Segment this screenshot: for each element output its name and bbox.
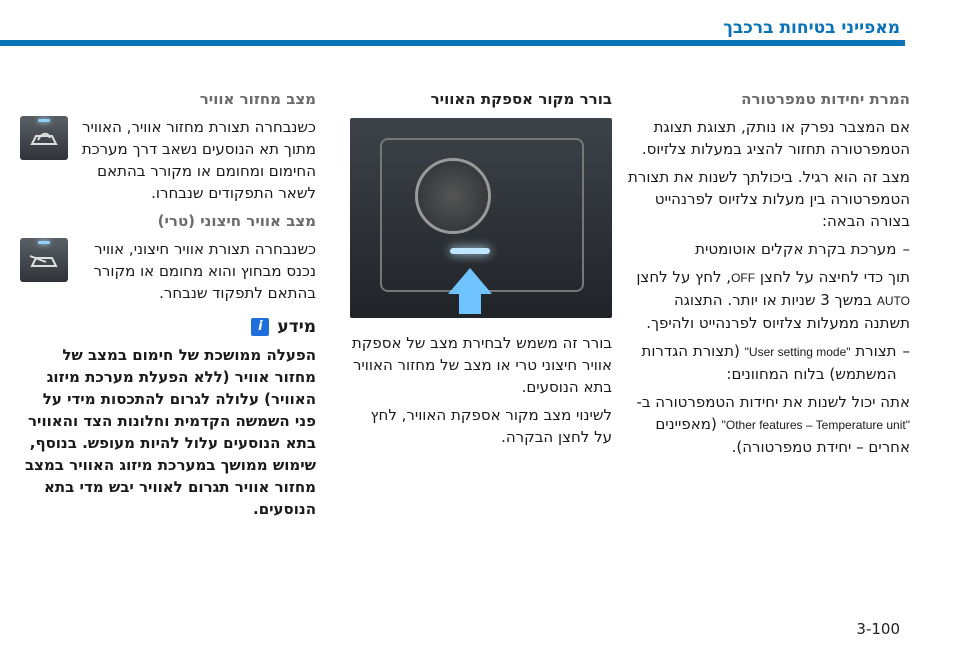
arrow-stem (459, 294, 481, 314)
recirculation-block (20, 116, 316, 210)
fresh-air-block (20, 238, 316, 310)
text: (מאפיינים אחרים – יחידת טמפרטורה). (655, 415, 910, 456)
recirculation-button-icon (20, 116, 68, 160)
paragraph: לשינוי מצב מקור אספקת האוויר, לחץ על לחצן הבקרה. (370, 406, 612, 446)
text: , לחץ על לחצן (636, 268, 732, 286)
list-item (625, 238, 910, 260)
paragraph: מצב זה הוא רגיל. ביכולתך לשנות את תצורת הטמפרטורה בין מעלות צלזיוס לפרנהייט בצורה הבאה: (628, 168, 910, 230)
text: במשך 3 שניות או יותר. התצוגה תשתנה ממעלות צלזיוס לפרנהייט ולהיפך. (646, 291, 910, 332)
bullet-text: מערכת בקרת אקלים אוטומטית (695, 240, 897, 258)
header-rule (0, 40, 905, 46)
recirculation-heading: מצב מחזור אוויר (199, 90, 316, 108)
air-intake-heading: בורר מקור אספקת האוויר (430, 90, 612, 108)
fresh-air-heading: מצב אוויר חיצוני (טרי) (157, 212, 316, 230)
info-note-text: הפעלה ממושכת של חימום במצב של מחזור אוויר (ללא הפעלת מערכת מיזוג האוויר) עלולה לגרום להתכסות מידי על פני השמשה הקדמית וחלונות הצד והאוויר בתא הנוסעים עלול להיות מעופש. בנוסף, שימוש ממושך במערכת מיזוג האוויר במצב מחזור אוויר תגרום לאוויר יבש מדי בתא הנוסעים. (25, 346, 316, 518)
indicator-light (38, 241, 50, 244)
list-item (625, 340, 910, 385)
text: (תצורת הגדרות המשתמש) בלוח המחוונים: (641, 342, 897, 383)
bullet-text (625, 340, 897, 385)
air-intake-control-photo (350, 118, 612, 318)
paragraph: בורר זה משמש לבחירת מצב של אספקת אוויר חיצוני טרי או מצב של מחזור האוויר בתא הנוסעים. (351, 334, 612, 396)
fresh-air-button-icon (20, 238, 68, 282)
info-icon: i (251, 318, 269, 336)
paragraph: אם המצבר נפרק או נותק, תצוגת תצוגת הטמפרטורה תחזור להציג במעלות צלזיוס. (641, 118, 910, 158)
air-intake-section (350, 88, 612, 454)
indicator-light (450, 248, 490, 254)
section-title: מאפייני בטיחות ברכבך (723, 18, 900, 38)
other-features-label: "Other features – Temperature unit" (721, 418, 910, 432)
paragraph (625, 391, 910, 458)
temperature-unit-heading: המרת יחידות טמפרטורה (741, 90, 910, 108)
paragraph (625, 266, 910, 334)
dash: – (902, 240, 910, 258)
paragraph: כשנבחרה תצורת מחזור אוויר, האוויר מתוך תא הנוסעים נשאב דרך מערכת החימום ומחומם או מקורר בהתאם לשאר התפקודים שנבחרו. (81, 118, 316, 202)
car-recirculation-icon (28, 128, 60, 150)
indicator-light (38, 119, 50, 122)
note-title: מידע (277, 317, 316, 337)
paragraph: כשנבחרה תצורת אוויר חיצוני, אוויר נכנס מבחוץ והוא מחומם או מקורר בהתאם לתפקוד שנבחר. (93, 240, 316, 302)
page-number: 3-100 (856, 620, 900, 638)
temperature-unit-section (625, 88, 910, 464)
arrow-up-icon (448, 268, 492, 294)
text: אתה יכול לשנות את יחידות הטמפרטורה ב- (636, 393, 910, 411)
text: תצורת (855, 342, 897, 360)
text: תוך כדי לחיצה על לחצן (759, 268, 910, 286)
off-label: OFF (731, 271, 756, 285)
car-fresh-air-icon (28, 250, 60, 272)
auto-label: AUTO (876, 294, 910, 308)
air-modes-section (20, 88, 316, 526)
control-knob (415, 158, 491, 234)
user-setting-mode-label: "User setting mode" (744, 345, 851, 359)
dash: – (902, 342, 910, 360)
info-note-header (20, 316, 316, 338)
